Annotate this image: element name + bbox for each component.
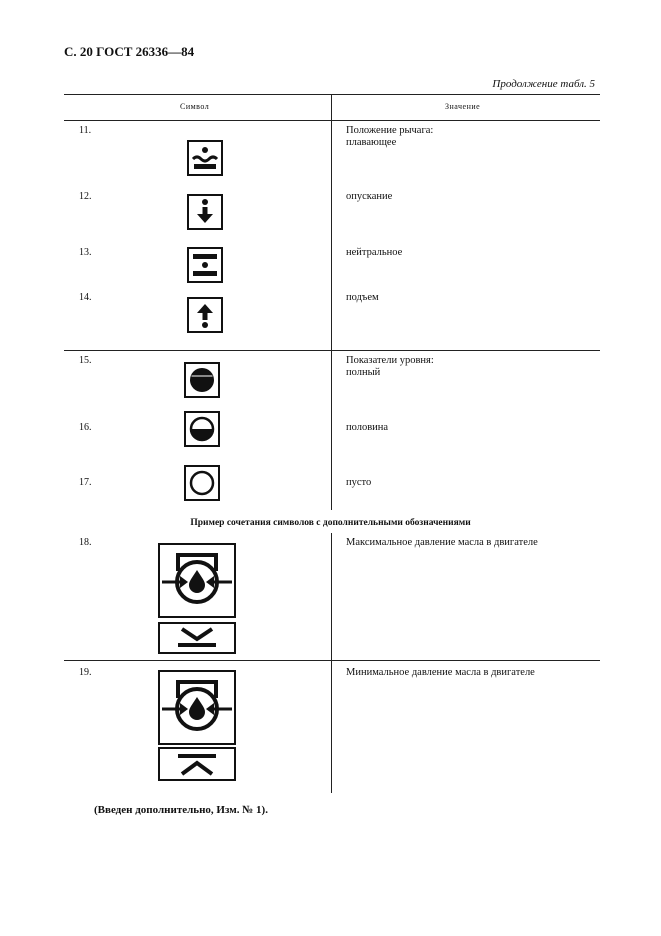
meaning-text: Минимальное давление масла в двигателе [346, 667, 535, 678]
meaning-text: половина [346, 422, 389, 433]
meaning-group-title: Показатели уровня: [346, 355, 434, 366]
row-separator-rule [64, 660, 600, 661]
lever-lifting-icon [187, 297, 223, 333]
engine-oil-pressure-min-icon [158, 670, 236, 782]
meaning-text: опускание [346, 191, 393, 202]
meaning-text: нейтральное [346, 247, 403, 258]
column-header-symbol: Символ [180, 102, 210, 111]
meaning-text: Максимальное давление масла в двигателе [346, 537, 538, 548]
meaning-text: подъем [346, 292, 379, 303]
row-number: 15. [79, 355, 92, 366]
row-number: 19. [79, 667, 92, 678]
column-divider-upper [331, 94, 332, 510]
table-top-rule [64, 94, 600, 95]
meaning-text: плавающее [346, 137, 397, 148]
row-number: 13. [79, 247, 92, 258]
row-number: 16. [79, 422, 92, 433]
row-number: 14. [79, 292, 92, 303]
row-number: 18. [79, 537, 92, 548]
lever-floating-icon [187, 140, 223, 176]
amendment-note: (Введен дополнительно, Изм. № 1). [94, 804, 268, 816]
group-separator-rule [64, 350, 600, 351]
meaning-group-title: Положение рычага: [346, 125, 434, 136]
table-continuation-label: Продолжение табл. 5 [492, 78, 595, 90]
lever-neutral-icon [187, 247, 223, 283]
column-divider-lower [331, 533, 332, 793]
page-header: С. 20 ГОСТ 26336—84 [64, 44, 195, 59]
level-full-icon [184, 362, 220, 398]
row-number: 17. [79, 477, 92, 488]
engine-oil-pressure-max-icon [158, 543, 236, 655]
row-number: 11. [79, 125, 92, 136]
meaning-text: полный [346, 367, 381, 378]
row-number: 12. [79, 191, 92, 202]
example-subheading: Пример сочетания символов с дополнительными обозначениями [190, 518, 471, 528]
table-header-rule [64, 120, 600, 121]
column-header-meaning: Значение [445, 102, 481, 111]
level-empty-icon [184, 465, 220, 501]
meaning-text: пусто [346, 477, 372, 488]
lever-lowering-icon [187, 194, 223, 230]
level-half-icon [184, 411, 220, 447]
